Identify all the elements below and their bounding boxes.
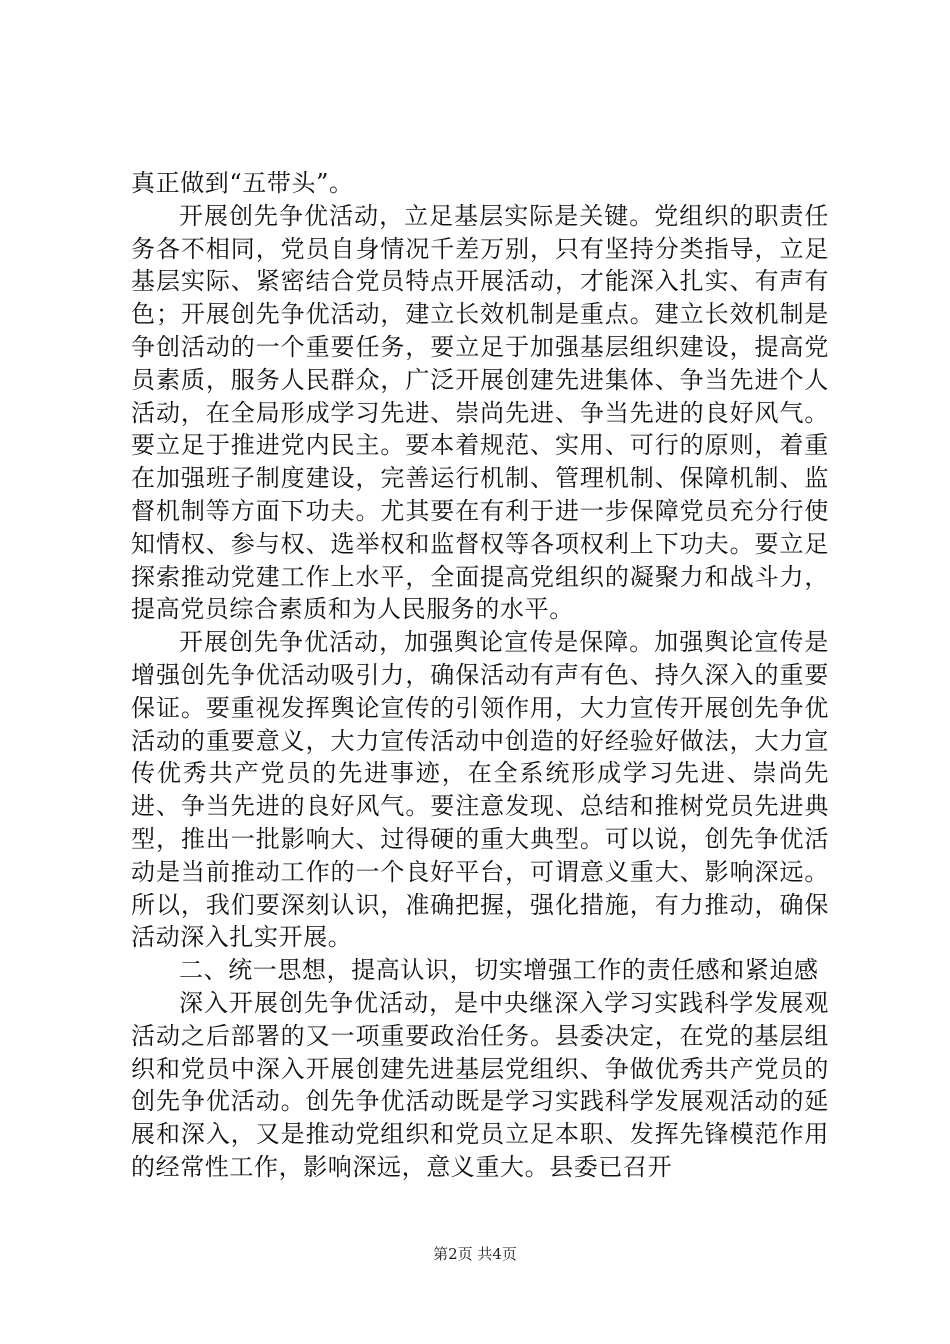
paragraph: 开展创先争优活动，立足基层实际是关键。党组织的职责任务各不相同，党员自身情况千差万别，只有坚持分类指导，立足基层实际、紧密结合党员特点开展活动，才能深入扎实、有声有色；开展创先争优活动，建立长效机制是重点。建立长效机制是争创活动的一个重要任务，要立足于加强基层组织建设，提高党员素质，服务人民群众，广泛开展创建先进集体、争当先进个人活动，在全局形成学习先进、崇尚先进、争当先进的良好风气。要立足于推进党内民主。要本着规范、实用、可行的原则，着重在加强班子制度建设，完善运行机制、管理机制、保障机制、监督机制等方面下功夫。尤其要在有利于进一步保障党员充分行使知情权、参与权、选举权和监督权等各项权利上下功夫。要立足探索推动党建工作上水平，全面提高党组织的凝聚力和战斗力，提高党员综合素质和为人民服务的水平。 bbox=[131, 201, 829, 624]
paragraph: 真正做到“五带头”。 bbox=[131, 169, 354, 197]
paragraph: 开展创先争优活动，加强舆论宣传是保障。加强舆论宣传是增强创先争优活动吸引力，确保活动有声有色、持久深入的重要保证。要重视发挥舆论宣传的引领作用，大力宣传开展创先争优活动的重要意义，大力宣传活动中创造的好经验好做法，大力宣传优秀共产党员的先进事迹，在全系统形成学习先进、崇尚先进、争当先进的良好风气。要注意发现、总结和推树党员先进典型，推出一批影响大、过得硬的重大典型。可以说，创先争优活动是当前推动工作的一个良好平台，可谓意义重大、影响深远。所以，我们要深刻认识，准确把握，强化措施，有力推动，确保活动深入扎实开展。 bbox=[131, 628, 829, 952]
section-heading: 二、统一思想，提高认识，切实增强工作的责任感和紧迫感 bbox=[179, 956, 819, 985]
document-body bbox=[131, 167, 829, 1184]
page-footer: 第2页 共4页 bbox=[433, 1245, 517, 1263]
paragraph: 深入开展创先争优活动，是中央继深入学习实践科学发展观活动之后部署的又一项重要政治任务。县委决定，在党的基层组织和党员中深入开展创建先进基层党组织、争做优秀共产党员的创先争优活动。创先争优活动既是学习实践科学发展观活动的延展和深入，又是推动党组织和党员立足本职、发挥先锋模范作用的经常性工作，影响深远，意义重大。县委已召开 bbox=[131, 988, 829, 1181]
